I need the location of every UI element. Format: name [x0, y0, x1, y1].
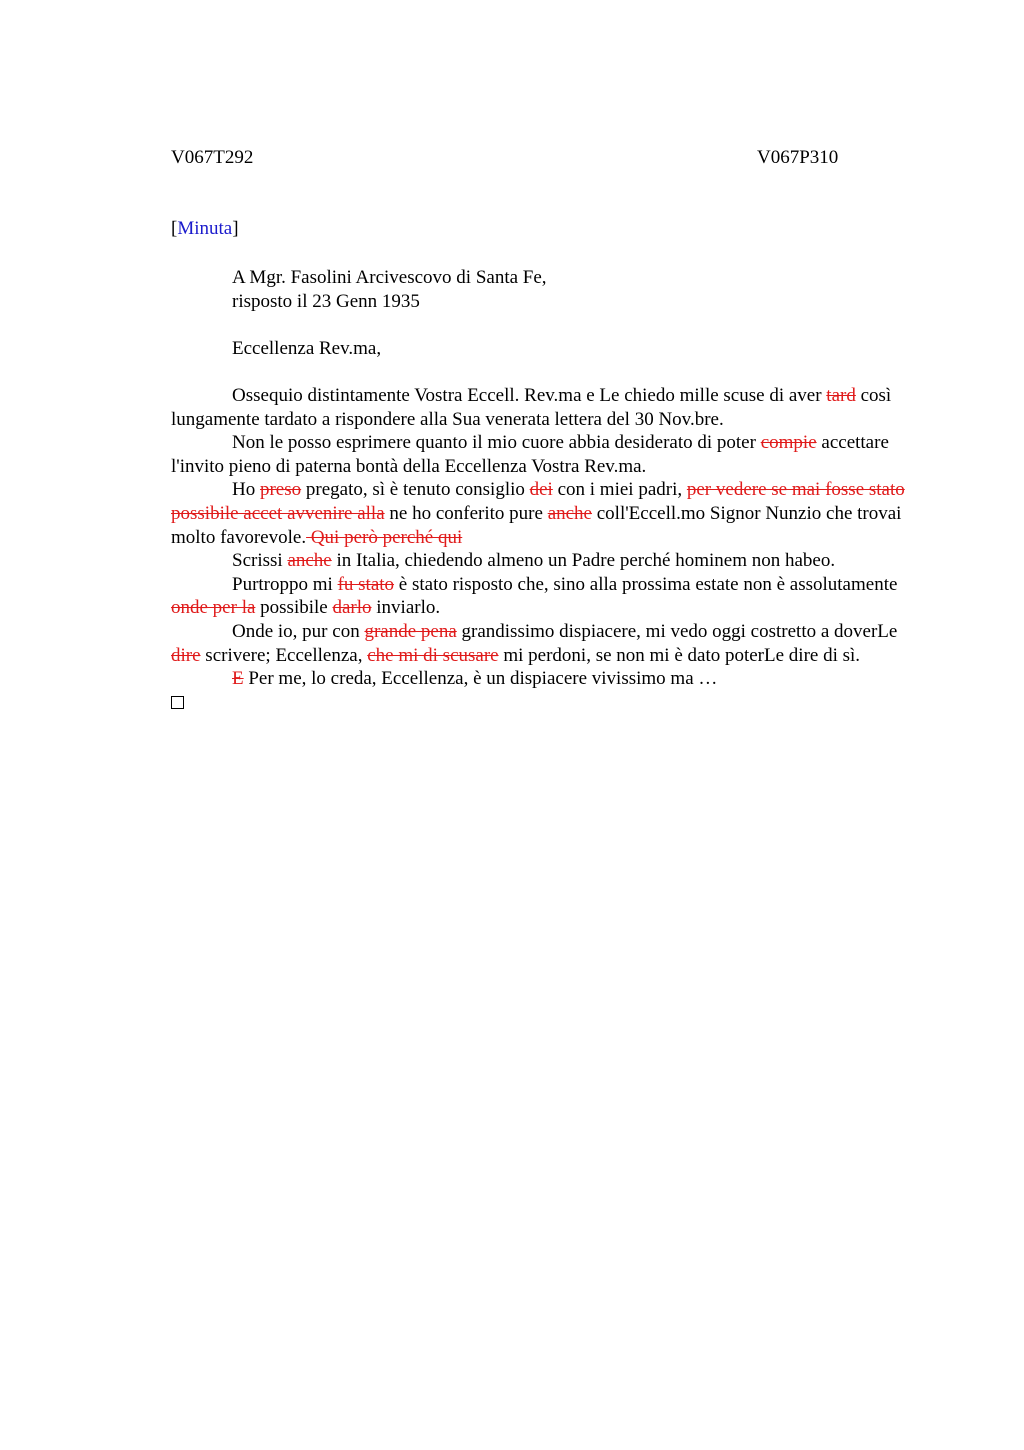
end-marker-box [171, 691, 931, 715]
text: Purtroppo mi [232, 573, 338, 595]
deleted-text: onde per la [171, 597, 256, 619]
deleted-text: che mi di scusare [367, 644, 499, 666]
deleted-text: compie [760, 432, 817, 454]
document-code-left: V067T292 [171, 147, 254, 168]
text: è stato risposto che, sino alla prossima estate non è assolutamente [394, 573, 898, 595]
deleted-text: grande pena [364, 620, 457, 642]
text: ne ho conferito pure [384, 502, 548, 524]
text: accettare l'invito pieno di paterna bontà della Eccellenza Vostra Rev.ma. [171, 432, 889, 477]
deleted-text: fu stato [337, 573, 395, 595]
deleted-text: preso [259, 479, 302, 501]
salutation: Eccellenza Rev.ma, [232, 338, 382, 359]
text: con i miei padri, [552, 479, 687, 501]
paragraph-7 [171, 667, 931, 691]
deleted-text: Qui però perché qui [306, 526, 463, 548]
square-icon [171, 696, 184, 709]
paragraph-2 [171, 431, 931, 478]
deleted-text: per vedere se mai fosse stato possibile accet avvenire alla [171, 479, 905, 524]
paragraph-3 [171, 478, 931, 549]
paragraph-5 [171, 573, 931, 620]
deleted-text: dire [171, 644, 201, 666]
text: Per me, lo creda, Eccellenza, è un dispiacere vivissimo ma … [243, 668, 718, 690]
text: Ossequio distintamente Vostra Eccell. Rev.ma e Le chiedo mille scuse di aver [232, 385, 827, 406]
bracket-close: ] [232, 218, 239, 239]
address-line-2: risposto il 23 Genn 1935 [232, 291, 420, 312]
text: mi perdoni, se non mi è dato poterLe dire di sì. [498, 644, 861, 666]
text: coll'Eccell.mo Signor Nunzio che trovai molto favorevole. [171, 502, 902, 548]
address-line-1: A Mgr. Fasolini Arcivescovo di Santa Fe, [232, 267, 547, 288]
deleted-text: dei [529, 479, 553, 501]
paragraph-6 [171, 620, 931, 667]
text: pregato, sì è tenuto consiglio [301, 479, 530, 501]
text: Ho [232, 479, 260, 501]
text: Non le posso esprimere quanto il mio cuore abbia desiderato di poter [232, 432, 761, 454]
address-block [232, 266, 547, 314]
deleted-text: E [232, 668, 244, 690]
paragraph-4 [171, 549, 931, 573]
text: possibile [255, 597, 333, 619]
text: Onde io, pur con [232, 620, 365, 642]
paragraph-1 [171, 384, 931, 431]
text: in Italia, chiedendo almeno un Padre perché hominem non habeo. [331, 550, 836, 572]
document-code-right: V067P310 [757, 147, 839, 168]
deleted-text: anche [287, 550, 332, 572]
text: scrivere; Eccellenza, [200, 644, 368, 666]
letter-body [171, 384, 931, 714]
text: inviarlo. [371, 597, 441, 619]
deleted-text: tard [826, 385, 856, 406]
deleted-text: anche [547, 502, 592, 524]
text: così lungamente tardato a rispondere alla Sua venerata lettera del 30 Nov.bre. [171, 385, 892, 430]
minuta-link-text: Minuta [177, 218, 233, 239]
deleted-text: darlo [332, 597, 372, 619]
text: Scrissi [232, 550, 288, 572]
minuta-label [171, 217, 239, 241]
bracket-open: [ [171, 218, 178, 239]
text: grandissimo dispiacere, mi vedo oggi costretto a doverLe [456, 620, 898, 642]
